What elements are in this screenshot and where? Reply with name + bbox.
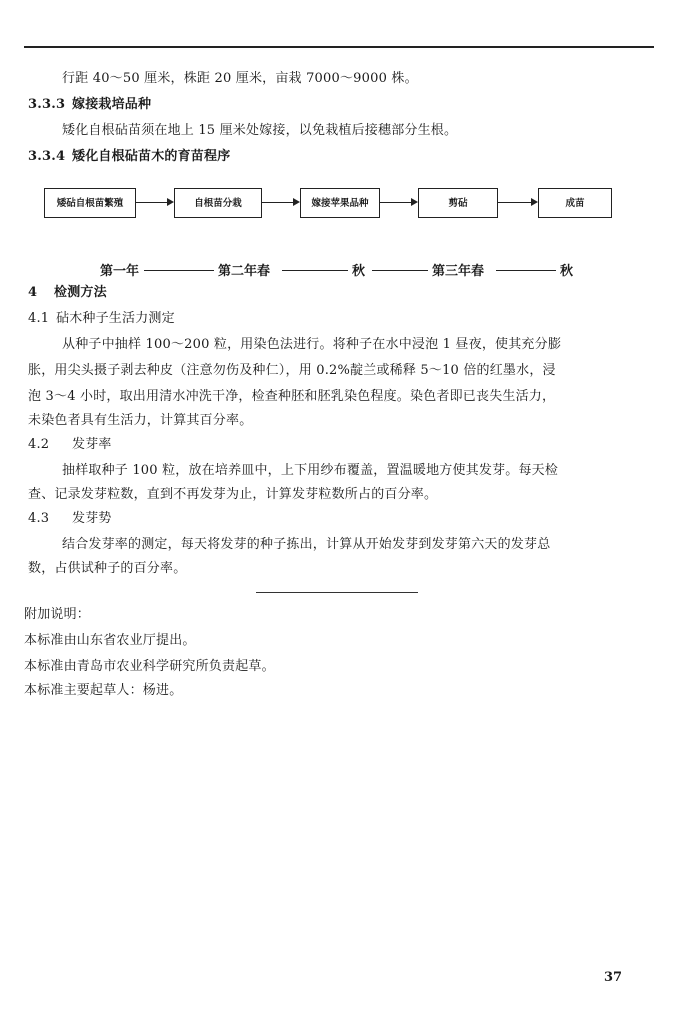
flow-arrow [498, 202, 536, 203]
heading-title: 发芽势 [72, 511, 112, 526]
heading-4-1 [28, 310, 175, 328]
heading-4-3 [28, 510, 112, 528]
heading-3-3-4 [28, 148, 230, 166]
notes-title: 附加说明： [24, 607, 91, 622]
section-divider [256, 592, 418, 593]
flow-box-rootstock-propagation: 矮砧自根苗繁殖 [44, 188, 136, 218]
page-number: 37 [604, 970, 623, 985]
heading-4 [28, 284, 107, 302]
flow-arrow [136, 202, 172, 203]
heading-title: 发芽率 [72, 437, 112, 452]
body-line: 未染色者具有生活力，计算其百分率。 [28, 413, 253, 428]
body-line: 结合发芽率的测定，每天将发芽的种子拣出，计算从开始发芽到发芽第六天的发芽总 [62, 537, 551, 552]
heading-title: 砧木种子生活力测定 [56, 311, 175, 326]
body-line: 矮化自根砧苗须在地上 15 厘米处嫁接，以免栽植后接穗部分生根。 [62, 123, 458, 138]
heading-title: 嫁接栽培品种 [72, 97, 152, 112]
body-line: 抽样取种子 100 粒，放在培养皿中，上下用纱布覆盖，置温暖地方使其发芽。每天检 [62, 463, 559, 478]
top-rule [24, 46, 654, 48]
heading-number: 4.1 [28, 311, 50, 326]
flow-box-cut-stock: 剪砧 [418, 188, 498, 218]
heading-number: 4.3 [28, 511, 50, 526]
note-line: 本标准由青岛市农业科学研究所负责起草。 [24, 659, 275, 674]
timeline-dash [282, 270, 348, 271]
timeline-label: 秋 [352, 264, 366, 279]
heading-title: 检测方法 [54, 285, 107, 300]
heading-number: 4 [28, 285, 38, 300]
timeline-dash [496, 270, 556, 271]
body-line: 行距 40～50 厘米，株距 20 厘米，亩栽 7000～9000 株。 [62, 71, 418, 86]
flow-box-transplant: 自根苗分栽 [174, 188, 262, 218]
body-line: 查、记录发芽粒数，直到不再发芽为止，计算发芽粒数所占的百分率。 [28, 487, 438, 502]
heading-3-3-3 [28, 96, 151, 114]
timeline-dash [372, 270, 428, 271]
heading-title: 矮化自根砧苗木的育苗程序 [72, 149, 231, 164]
heading-4-2 [28, 436, 112, 454]
timeline-label: 秋 [560, 264, 574, 279]
timeline-label: 第一年 [100, 264, 140, 279]
heading-number: 3.3.4 [28, 149, 66, 164]
flow-box-finished-seedling: 成苗 [538, 188, 612, 218]
flow-arrow [262, 202, 298, 203]
flow-arrow [380, 202, 416, 203]
note-line: 本标准主要起草人：杨进。 [24, 683, 183, 698]
timeline-label: 第三年春 [432, 264, 485, 279]
body-line: 泡 3～4 小时，取出用清水冲洗干净，检查种胚和胚乳染色程度。染色者即已丧失生活力， [28, 389, 556, 404]
heading-number: 4.2 [28, 437, 50, 452]
body-line: 数，占供试种子的百分率。 [28, 561, 187, 576]
nursery-timeline [100, 260, 600, 280]
nursery-flowchart [40, 178, 640, 238]
heading-number: 3.3.3 [28, 97, 66, 112]
flow-box-graft: 嫁接苹果品种 [300, 188, 380, 218]
body-line: 胀，用尖头摄子剥去种皮（注意勿伤及种仁），用 0.2%靛兰或稀释 5～10 倍的红墨水，浸 [28, 363, 556, 378]
body-line: 从种子中抽样 100～200 粒，用染色法进行。将种子在水中浸泡 1 昼夜，使其充分膨 [62, 337, 562, 352]
note-line: 本标准由山东省农业厅提出。 [24, 633, 196, 648]
timeline-dash [144, 270, 214, 271]
timeline-label: 第二年春 [218, 264, 271, 279]
